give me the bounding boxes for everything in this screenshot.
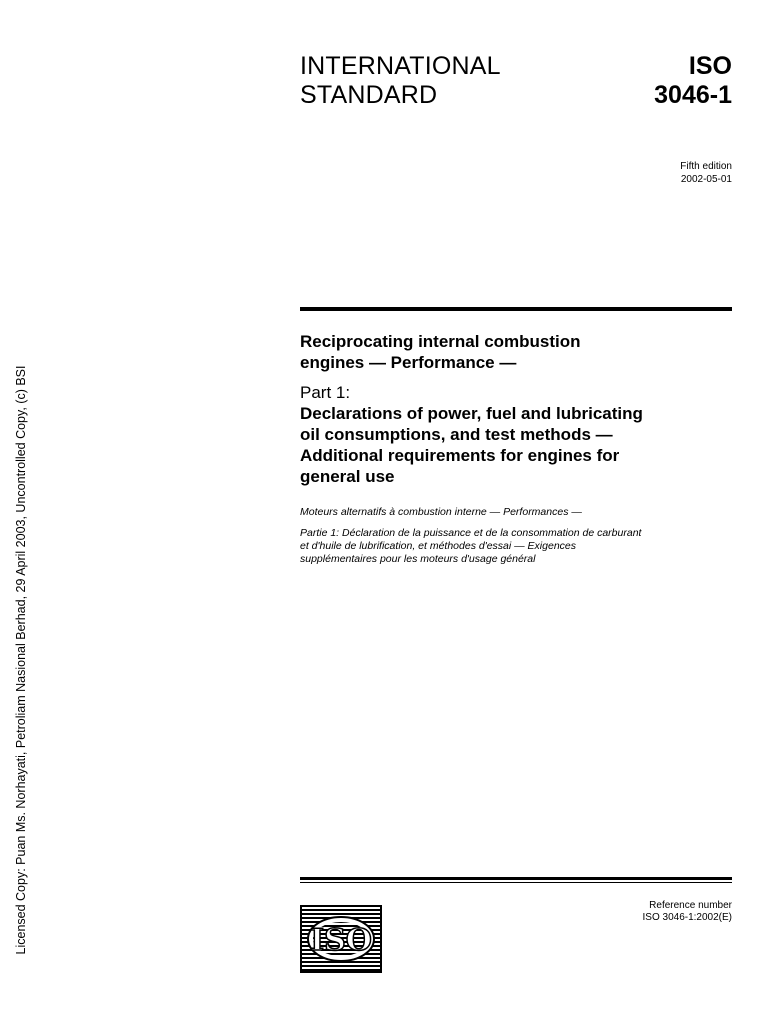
document-header bbox=[300, 52, 732, 116]
french-part-line2: et d'huile de lubrification, et méthodes d'essai — Exigences bbox=[300, 540, 576, 552]
standard-prefix: ISO bbox=[688, 52, 732, 80]
iso-logo bbox=[300, 905, 382, 973]
reference-number: ISO 3046-1:2002(E) bbox=[642, 912, 732, 923]
document-type-line1: INTERNATIONAL bbox=[300, 52, 501, 80]
reference-block bbox=[643, 900, 733, 924]
french-part-line1: Partie 1: Déclaration de la puissance et de la consommation de carburant bbox=[300, 527, 642, 539]
french-part-line3: supplémentaires pour les moteurs d'usage général bbox=[300, 553, 536, 565]
french-part-title bbox=[300, 527, 732, 566]
edition-label: Fifth edition bbox=[680, 161, 732, 172]
french-title: Moteurs alternatifs à combustion interne — Performances — bbox=[300, 506, 582, 518]
top-divider bbox=[300, 307, 732, 311]
part-title-line1: Declarations of power, fuel and lubricating bbox=[300, 404, 643, 423]
reference-label: Reference number bbox=[649, 900, 732, 911]
main-title-line1: Reciprocating internal combustion bbox=[300, 332, 581, 351]
document-type-line2: STANDARD bbox=[300, 81, 438, 109]
part-label: Part 1: bbox=[300, 383, 351, 402]
license-notice: Licensed Copy: Puan Ms. Norhayati, Petroliam Nasional Berhad, 29 April 2003, Uncontrolled Copy, (c) BSI bbox=[14, 365, 28, 955]
edition-block bbox=[680, 160, 732, 186]
standard-number bbox=[654, 52, 732, 110]
part-title bbox=[300, 403, 730, 487]
standard-number-value: 3046-1 bbox=[654, 81, 732, 109]
main-title-line2: engines — Performance — bbox=[300, 353, 517, 372]
part-title-line4: general use bbox=[300, 467, 395, 486]
part-title-line2: oil consumptions, and test methods — bbox=[300, 425, 613, 444]
document-type bbox=[300, 52, 501, 110]
bottom-divider bbox=[300, 877, 732, 883]
edition-date: 2002-05-01 bbox=[680, 174, 732, 185]
bottom-divider-thin bbox=[300, 882, 732, 883]
bottom-divider-thick bbox=[300, 877, 732, 880]
french-title-block bbox=[300, 506, 732, 566]
main-title bbox=[300, 331, 740, 373]
part-title-line3: Additional requirements for engines for bbox=[300, 446, 620, 465]
title-block bbox=[300, 331, 740, 566]
iso-logo-text: ISO bbox=[310, 923, 372, 958]
